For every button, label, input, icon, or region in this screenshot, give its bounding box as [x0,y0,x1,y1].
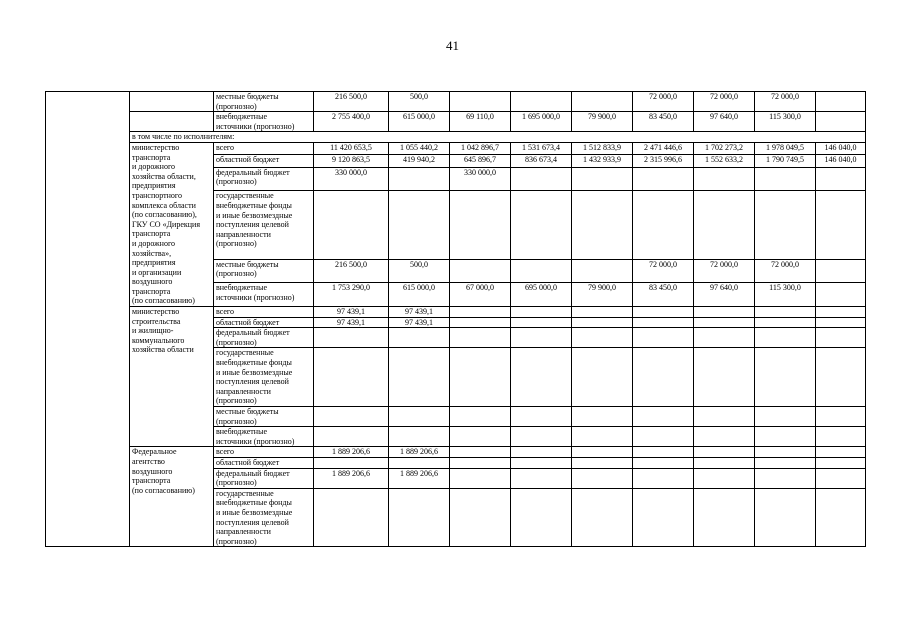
value-cell [572,348,633,407]
value-cell [755,457,816,468]
value-cell: 115 300,0 [755,283,816,307]
value-cell: 72 000,0 [755,92,816,112]
value-cell [572,259,633,283]
value-cell [572,468,633,488]
source-cell: всего [214,307,314,318]
value-cell [450,407,511,427]
page-number: 41 [446,38,459,53]
value-cell [694,167,755,191]
value-cell [694,407,755,427]
executor-name: Федеральное агентство воздушного транспорта (по согласованию) [130,447,214,547]
source-cell: всего [214,447,314,458]
value-cell [755,191,816,259]
row-number-cell [46,92,130,547]
value-cell [816,488,866,547]
value-cell: 645 896,7 [450,155,511,167]
source-cell: местные бюджеты (прогнозно) [214,92,314,112]
value-cell: 83 450,0 [633,283,694,307]
value-cell [450,348,511,407]
value-cell [816,259,866,283]
value-cell [511,488,572,547]
value-cell: 67 000,0 [450,283,511,307]
value-cell: 1 695 000,0 [511,112,572,132]
value-cell: 330 000,0 [450,167,511,191]
value-cell [511,307,572,318]
value-cell [389,328,450,348]
value-cell [755,307,816,318]
value-cell [755,488,816,547]
value-cell [633,167,694,191]
value-cell: 72 000,0 [755,259,816,283]
value-cell [633,407,694,427]
value-cell [511,348,572,407]
value-cell [572,328,633,348]
value-cell: 2 755 400,0 [314,112,389,132]
executor-cell [130,112,214,132]
value-cell: 1 889 206,6 [314,447,389,458]
value-cell [450,317,511,328]
source-cell: государственные внебюджетные фонды и иные безвозмездные поступления целевой направленности (прогнозно) [214,348,314,407]
value-cell [314,348,389,407]
value-cell [572,191,633,259]
executor-name: министерство строительства и жилищно- коммунального хозяйства области [130,307,214,447]
value-cell: 1 889 206,6 [389,468,450,488]
value-cell [389,348,450,407]
value-cell [816,92,866,112]
value-cell [511,167,572,191]
value-cell [633,468,694,488]
value-cell [389,457,450,468]
value-cell: 97 640,0 [694,112,755,132]
value-cell [511,259,572,283]
source-cell: федеральный бюджет (прогнозно) [214,328,314,348]
value-cell: 500,0 [389,259,450,283]
value-cell [450,488,511,547]
value-cell: 1 702 273,2 [694,142,755,154]
value-cell [450,457,511,468]
value-cell [511,447,572,458]
value-cell [694,191,755,259]
value-cell [511,191,572,259]
value-cell [572,407,633,427]
value-cell [694,307,755,318]
value-cell: 72 000,0 [633,92,694,112]
value-cell: 216 500,0 [314,259,389,283]
value-cell [633,328,694,348]
value-cell [389,427,450,447]
value-cell [694,468,755,488]
value-cell [816,328,866,348]
value-cell [633,447,694,458]
value-cell [816,191,866,259]
value-cell [816,447,866,458]
value-cell: 1 531 673,4 [511,142,572,154]
value-cell [633,427,694,447]
value-cell: 216 500,0 [314,92,389,112]
value-cell: 1 889 206,6 [389,447,450,458]
value-cell [572,457,633,468]
value-cell: 1 055 440,2 [389,142,450,154]
value-cell [511,468,572,488]
value-cell: 419 940,2 [389,155,450,167]
value-cell [389,191,450,259]
value-cell [755,348,816,407]
table-row [46,112,866,132]
value-cell [633,348,694,407]
value-cell: 2 471 446,6 [633,142,694,154]
value-cell [694,488,755,547]
value-cell [314,407,389,427]
source-cell: внебюджетные источники (прогнозно) [214,112,314,132]
value-cell [816,317,866,328]
value-cell: 97 439,1 [389,307,450,318]
value-cell [450,307,511,318]
value-cell: 69 110,0 [450,112,511,132]
value-cell [314,191,389,259]
value-cell [755,167,816,191]
value-cell: 72 000,0 [694,259,755,283]
value-cell [633,307,694,318]
value-cell [694,328,755,348]
table-body [46,92,866,547]
value-cell [389,488,450,547]
value-cell: 1 512 833,9 [572,142,633,154]
value-cell: 330 000,0 [314,167,389,191]
value-cell: 1 042 896,7 [450,142,511,154]
value-cell: 83 450,0 [633,112,694,132]
value-cell: 115 300,0 [755,112,816,132]
value-cell [633,317,694,328]
source-cell: внебюджетные источники (прогнозно) [214,427,314,447]
value-cell [450,259,511,283]
value-cell: 1 889 206,6 [314,468,389,488]
value-cell: 695 000,0 [511,283,572,307]
value-cell [572,92,633,112]
value-cell [572,317,633,328]
budget-table [45,91,866,547]
value-cell [511,317,572,328]
value-cell [816,112,866,132]
value-cell [450,191,511,259]
value-cell [450,447,511,458]
value-cell: 1 978 049,5 [755,142,816,154]
value-cell: 615 000,0 [389,112,450,132]
executor-name: министерство транспорта и дорожного хозяйства области, предприятия транспортного комплекса области (по согласованию), ГКУ СО «Дирекция транспорта и дорожного хозяйства», предприятия и организации воздушного транспорта (по согласованию) [130,142,214,306]
source-cell: местные бюджеты (прогнозно) [214,407,314,427]
value-cell [633,488,694,547]
value-cell [816,468,866,488]
value-cell: 72 000,0 [694,92,755,112]
table-row [46,447,866,458]
value-cell [755,328,816,348]
value-cell [694,317,755,328]
value-cell [633,191,694,259]
section-label: в том числе по исполнителям: [130,132,866,143]
value-cell: 836 673,4 [511,155,572,167]
value-cell [314,457,389,468]
value-cell [694,348,755,407]
value-cell: 1 753 290,0 [314,283,389,307]
source-cell: федеральный бюджет (прогнозно) [214,468,314,488]
value-cell [755,427,816,447]
value-cell: 2 315 996,6 [633,155,694,167]
value-cell [816,283,866,307]
source-cell: государственные внебюджетные фонды и иные безвозмездные поступления целевой направленности (прогнозно) [214,488,314,547]
source-cell: внебюджетные источники (прогнозно) [214,283,314,307]
source-cell: областной бюджет [214,317,314,328]
table-row [46,92,866,112]
value-cell: 1 790 749,5 [755,155,816,167]
source-cell: областной бюджет [214,457,314,468]
value-cell: 146 040,0 [816,142,866,154]
value-cell [694,447,755,458]
value-cell [450,427,511,447]
value-cell [755,468,816,488]
value-cell [511,427,572,447]
value-cell: 1 432 933,9 [572,155,633,167]
value-cell [755,407,816,427]
value-cell [511,92,572,112]
value-cell: 97 439,1 [314,317,389,328]
value-cell [450,92,511,112]
value-cell [572,447,633,458]
value-cell: 500,0 [389,92,450,112]
value-cell [511,328,572,348]
value-cell: 79 900,0 [572,112,633,132]
executor-cell [130,92,214,112]
value-cell: 97 439,1 [389,317,450,328]
value-cell [816,457,866,468]
value-cell: 11 420 653,5 [314,142,389,154]
value-cell: 146 040,0 [816,155,866,167]
value-cell [511,457,572,468]
value-cell [572,167,633,191]
value-cell [314,328,389,348]
source-cell: областной бюджет [214,155,314,167]
value-cell: 615 000,0 [389,283,450,307]
value-cell [633,457,694,468]
value-cell: 9 120 863,5 [314,155,389,167]
value-cell [816,348,866,407]
table-row [46,142,866,154]
value-cell [816,307,866,318]
value-cell [816,427,866,447]
table-row [46,307,866,318]
value-cell [755,447,816,458]
value-cell [389,407,450,427]
source-cell: местные бюджеты (прогнозно) [214,259,314,283]
value-cell: 97 640,0 [694,283,755,307]
value-cell: 72 000,0 [633,259,694,283]
value-cell [816,167,866,191]
value-cell [755,317,816,328]
value-cell: 79 900,0 [572,283,633,307]
source-cell: всего [214,142,314,154]
value-cell [572,307,633,318]
value-cell [450,328,511,348]
value-cell [389,167,450,191]
source-cell: федеральный бюджет (прогнозно) [214,167,314,191]
value-cell: 1 552 633,2 [694,155,755,167]
value-cell [511,407,572,427]
value-cell [314,488,389,547]
value-cell: 97 439,1 [314,307,389,318]
source-cell: государственные внебюджетные фонды и иные безвозмездные поступления целевой направленности (прогнозно) [214,191,314,259]
value-cell [572,488,633,547]
value-cell [314,427,389,447]
value-cell [694,427,755,447]
section-row [46,132,866,143]
value-cell [816,407,866,427]
value-cell [572,427,633,447]
value-cell [450,468,511,488]
value-cell [694,457,755,468]
